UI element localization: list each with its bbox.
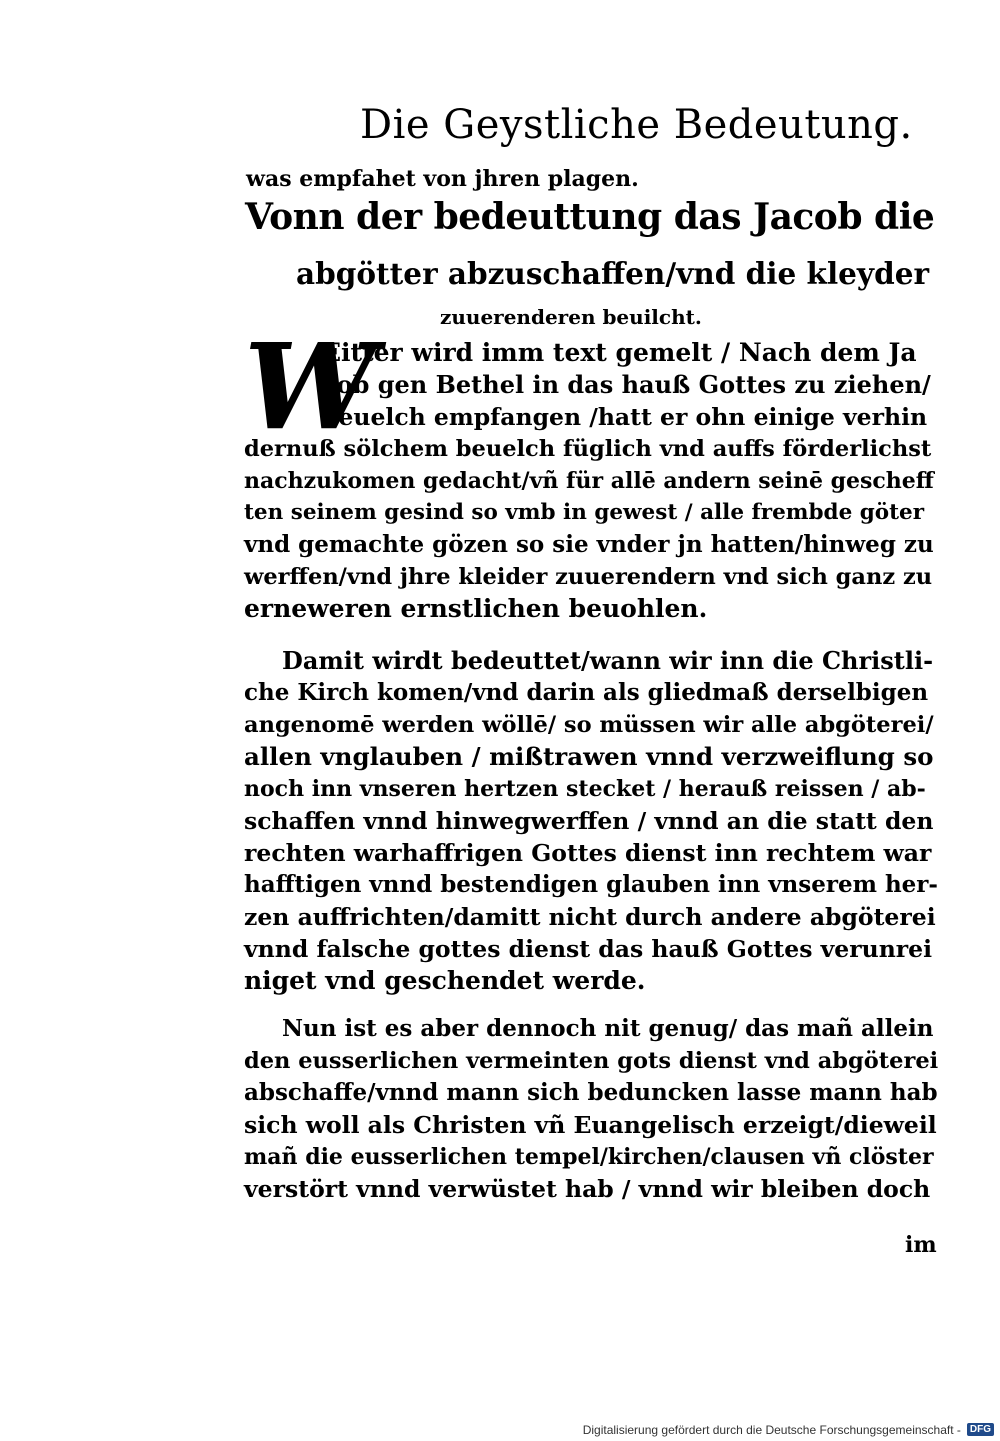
chapter-heading-line-1: Vonn der bedeuttung das Jacob die	[245, 196, 935, 238]
body-line: beuelch empfangen /hatt er ohn einige verhin	[322, 403, 928, 431]
digitization-footer	[582, 1418, 1000, 1441]
body-line: rechten warhaffrigen Gottes dienst inn rechtem war	[244, 839, 932, 867]
catchword: im	[905, 1232, 937, 1258]
body-line: Nun ist es aber dennoch nit genug/ das mañ allein	[282, 1015, 934, 1042]
body-line: allen vnglauben / mißtrawen vnnd verzweiflung so	[244, 742, 934, 771]
chapter-heading-line-3: zuuerenderen beuilcht.	[440, 305, 702, 329]
body-line: sich woll als Christen vñ Euangelisch erzeigt/dieweil	[244, 1111, 937, 1139]
body-line: Eitter wird imm text gemelt / Nach dem Ja	[322, 338, 917, 367]
body-line: verstört vnnd verwüstet hab / vnnd wir bleiben doch	[244, 1175, 931, 1203]
body-line: vnnd falsche gottes dienst das hauß Gottes verunrei	[244, 935, 933, 963]
body-line: cob gen Bethel in das hauß Gottes zu ziehen/	[322, 370, 931, 399]
body-line: werffen/vnd jhre kleider zuuerendern vnd sich ganz zu	[244, 564, 933, 590]
drop-cap-initial: W	[244, 317, 377, 456]
body-line: niget vnd geschendet werde.	[244, 966, 646, 995]
body-line: vnd gemachte gözen so sie vnder jn hatten/hinweg zu	[244, 531, 934, 558]
body-line: ten seinem gesind so vmb in gewest / alle frembde göter	[244, 500, 925, 525]
dfg-logo-icon: DFG	[967, 1423, 994, 1436]
body-line: zen auffrichten/damitt nicht durch andere abgöterei	[244, 903, 936, 931]
body-line: nachzukomen gedacht/vñ für allē andern seinē gescheff	[244, 468, 934, 494]
body-line: noch inn vnseren hertzen stecket / herauß reissen / ab-	[244, 776, 926, 802]
chapter-heading-line-2: abgötter abzuschaffen/vnd die kleyder	[296, 256, 930, 291]
body-line: che Kirch komen/vnd darin als gliedmaß derselbigen	[244, 679, 929, 706]
running-head: Die Geystliche Bedeutung.	[360, 102, 913, 148]
funding-credit-text: Digitalisierung gefördert durch die Deutsche Forschungsgemeinschaft -	[582, 1422, 961, 1437]
body-line: hafftigen vnnd bestendigen glauben inn vnserem her-	[244, 871, 938, 898]
body-line: schaffen vnnd hinwegwerffen / vnnd an die statt den	[244, 807, 934, 835]
body-line: den eusserlichen vermeinten gots dienst vnd abgöterei	[244, 1048, 939, 1074]
body-line: abschaffe/vnnd mann sich beduncken lasse mann hab	[244, 1079, 938, 1106]
body-line: erneweren ernstlichen beuohlen.	[244, 594, 708, 623]
body-line: dernuß sölchem beuelch füglich vnd auffs förderlichst	[244, 436, 932, 462]
preceding-line: was empfahet von jhren plagen.	[246, 166, 639, 192]
body-line: angenomē werden wöllē/ so müssen wir alle abgöterei/	[244, 712, 934, 738]
body-line: Damit wirdt bedeuttet/wann wir inn die Christli-	[282, 646, 934, 675]
body-line: mañ die eusserlichen tempel/kirchen/clausen vñ clöster	[244, 1144, 934, 1170]
